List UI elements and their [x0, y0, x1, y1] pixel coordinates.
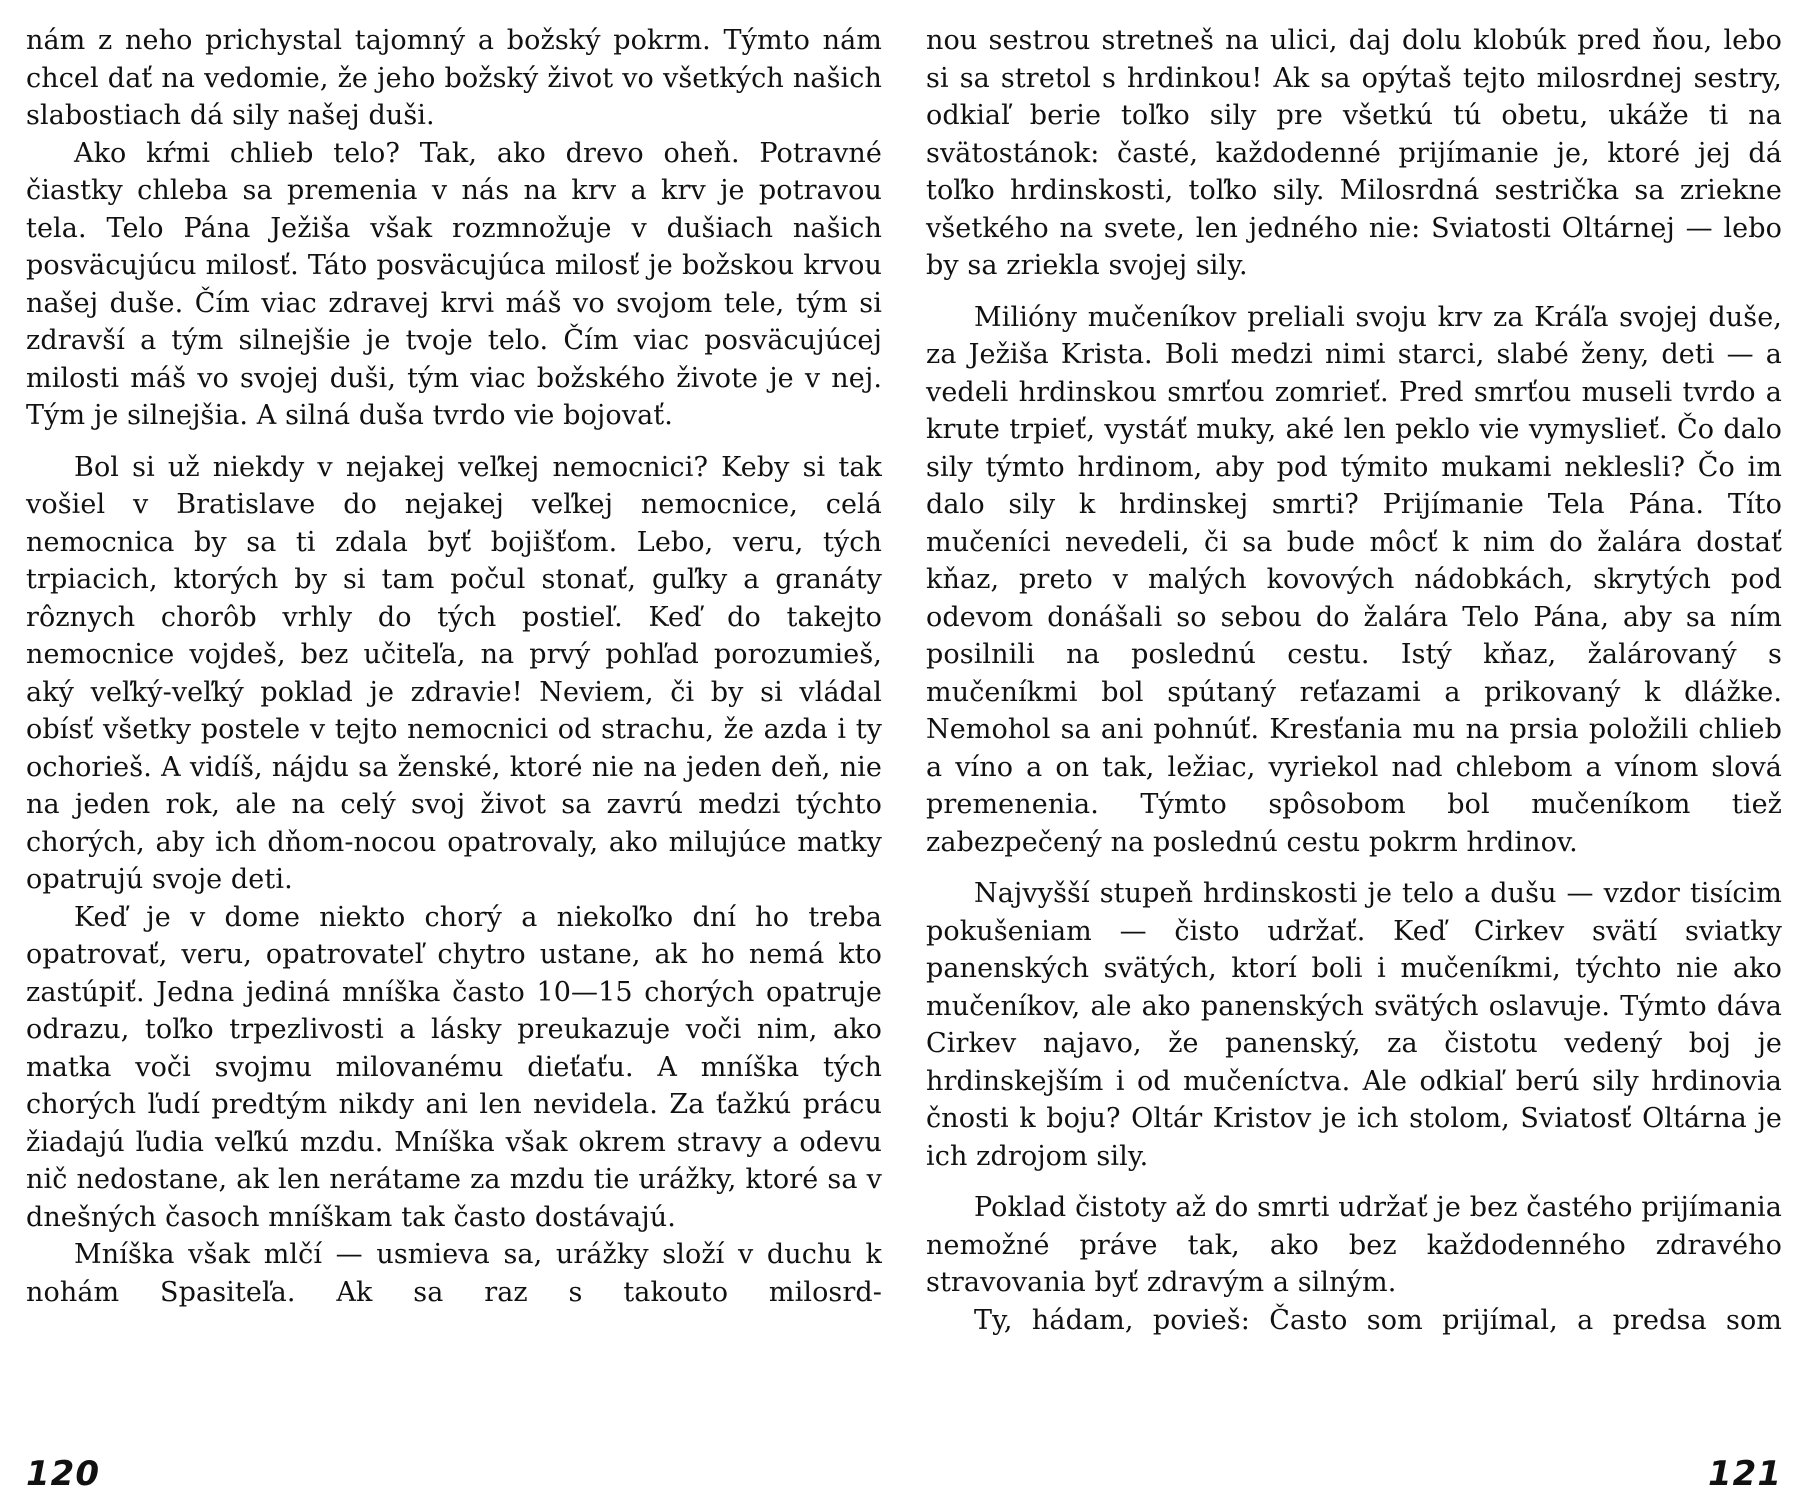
paragraph: Keď je v dome niekto chorý a niekoľko dní ho treba opatrovať, veru, opatrovateľ chytro ustane, ak ho nemá kto zastúpiť. Jedna jediná mníška často 10—15 chorých opatruje odrazu, toľko trpezlivosti a lásky preukazuje voči nim, ako matka voči svojmu milovanému dieťaťu. A mníška tých chorých ľudí predtým nikdy ani len nevidela. Za ťažkú prácu žiadajú ľudia veľkú mzdu. Mníška však okrem stravy a odevu nič nedostane, ak len nerátame za mzdu tie urážky, ktoré sa v dnešných časoch mníškam tak často dostávajú.	[26, 901, 882, 1233]
paragraph: Milióny mučeníkov preliali svoju krv za Kráľa svojej duše, za Ježiša Krista. Boli medzi nimi starci, slabé ženy, deti — a vedeli hrdinskou smrťou zomrieť. Pred smrťou museli tvrdo a krute trpieť, vystáť muky, aké len peklo vie vymyslieť. Čo dalo sily týmto hrdinom, aby pod týmito mukami neklesli? Čo im dalo sily k hrdinskej smrti? Prijímanie Tela Pána. Títo mučeníci nevedeli, či sa bude môcť k nim do žalára dostať kňaz, preto v malých kovových nádobkách, skrytých pod odevom donášali so sebou do žalára Telo Pána, aby sa ním posilnili na poslednú cestu. Istý kňaz, žalárovaný s mučeníkmi bol spútaný reťazami a prikovaný k dlážke. Nemohol sa ani pohnúť. Kresťania mu na prsia položili chlieb a víno a on tak, ležiac, vyriekol nad chlebom a vínom slová premenenia. Týmto spôsobom bol mučeníkom tiež zabezpečený na poslednú cestu pokrm hrdinov.	[926, 301, 1782, 858]
paragraph: Najvyšší stupeň hrdinskosti je telo a dušu — vzdor tisícim pokušeniam — čisto udržať. Keď Cirkev svätí sviatky panenských svätých, ktorí boli i mučeníkmi, týchto nie ako mučeníkov, ale ako panenských svätých oslavuje. Týmto dáva Cirkev najavo, že panenský, za čistotu vedený boj je hrdinskejším i od mučeníctva. Ale odkiaľ berú sily hrdinovia čnosti k boju? Oltár Kristov je ich stolom, Sviatosť Oltárna je ich zdrojom sily.	[926, 878, 1782, 1172]
right-page	[926, 22, 1782, 1494]
paragraph: Ty, hádam, povieš: Často som prijímal, a predsa som	[974, 1304, 1782, 1336]
right-page-text	[926, 22, 1782, 1339]
page-number: 121	[1708, 1454, 1782, 1494]
page-number: 120	[26, 1454, 100, 1494]
paragraph: nám z neho prichystal tajomný a božský pokrm. Týmto nám chcel dať na vedomie, že jeho božský život vo všetkých našich slabostiach dá sily našej duši.	[26, 25, 882, 131]
paragraph: Ako kŕmi chlieb telo? Tak, ako drevo oheň. Potravné čiastky chleba sa premenia v nás na krv a krv je potravou tela. Telo Pána Ježiša však rozmnožuje v dušiach našich posväcujúcu milosť. Táto posväcujúca milosť je božskou krvou našej duše. Čím viac zdravej krvi máš vo svojom tele, tým si zdravší a tým silnejšie je tvoje telo. Čím viac posväcujúcej milosti máš vo svojej duši, tým viac božského živote je v nej. Tým je silnejšia. A silná duša tvrdo vie bojovať.	[26, 137, 882, 431]
paragraph: Bol si už niekdy v nejakej veľkej nemocnici? Keby si tak vošiel v Bratislave do nejakej veľkej nemocnice, celá nemocnica by sa ti zdala byť bojišťom. Lebo, veru, tých trpiacich, ktorých by si tam počul stonať, guľky a granáty rôznych chorôb vrhly do tých postieľ. Keď do takejto nemocnice vojdeš, bez učiteľa, na prvý pohľad porozumieš, aký veľký-veľký poklad je zdravie! Neviem, či by si vládal obísť všetky postele v tejto nemocnici od strachu, že azda i ty ochorieš. A vidíš, nájdu sa ženské, ktoré nie na jeden deň, nie na jeden rok, ale na celý svoj život sa zavrú medzi týchto chorých, aby ich dňom-nocou opatrovaly, ako milujúce matky opatrujú svoje deti.	[26, 451, 882, 895]
left-page-text	[26, 22, 882, 1311]
left-page	[26, 22, 882, 1494]
paragraph: Poklad čistoty až do smrti udržať je bez častého prijímania nemožné práve tak, ako bez každodenného zdravého stravovania byť zdravým a silným.	[926, 1192, 1782, 1298]
paragraph: nou sestrou stretneš na ulici, daj dolu klobúk pred ňou, lebo si sa stretol s hrdinkou! Ak sa opýtaš tejto milosrdnej sestry, odkiaľ berie toľko sily pre všetkú tú obetu, ukáže ti na svätostánok: časté, každodenné prijímanie je, ktoré jej dá toľko hrdinskosti, toľko sily. Milosrdná sestrička sa zriekne všetkého na svete, len jedného nie: Sviatosti Oltárnej — lebo by sa zriekla svojej sily.	[926, 25, 1782, 281]
paragraph: Mníška však mlčí — usmieva sa, urážky složí v duchu k nohám Spasiteľa. Ak sa raz s takouto milosrd-	[26, 1239, 882, 1308]
